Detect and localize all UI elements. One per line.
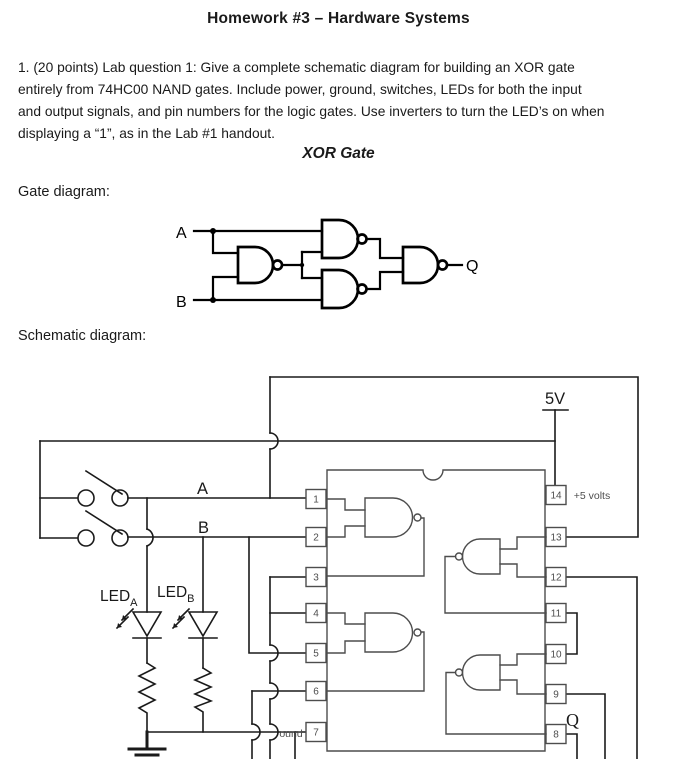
wire-input-a	[194, 231, 322, 253]
pin-number-12: 12	[550, 572, 562, 584]
switch-b[interactable]	[40, 511, 128, 546]
junction-dot	[210, 228, 216, 234]
xor-gate-heading: XOR Gate	[302, 145, 375, 162]
pin-number-5: 5	[313, 648, 319, 660]
label-plus5volts: +5 volts	[573, 490, 611, 502]
nand-gate-1	[238, 247, 282, 283]
wire-gate3-output	[367, 272, 404, 289]
wire-gate2-output	[367, 239, 404, 258]
label-output-q: Q	[466, 258, 479, 275]
paragraph-line: and output signals, and pin numbers for the logic gates. Use inverters to turn the LED’s on when	[18, 104, 605, 119]
chip-body	[327, 470, 545, 751]
junction-dot	[210, 297, 216, 303]
resistor-b	[195, 668, 211, 732]
resistor-a	[139, 663, 155, 732]
label-signal-a: A	[197, 480, 209, 498]
label-5v: 5V	[545, 390, 566, 408]
chip-nand-2	[327, 613, 424, 691]
wire-input-b	[194, 277, 322, 300]
junction-dot	[300, 263, 304, 267]
label-led-b: $LED_B$	[157, 584, 195, 605]
gate-diagram-label: Gate diagram:	[18, 184, 110, 200]
xor-schematic	[0, 360, 677, 759]
paragraph-line: displaying a “1”, as in the Lab #1 handout.	[18, 126, 275, 141]
pin-number-8: 8	[553, 729, 559, 741]
chip-nand-3	[446, 654, 546, 734]
wire-pin11-pin10	[566, 613, 577, 654]
pin-number-2: 2	[313, 532, 319, 544]
led-b-symbol	[173, 609, 217, 668]
label-led-a: $LED_A$	[100, 588, 138, 609]
pin-number-9: 9	[553, 689, 559, 701]
nand-gate-2	[322, 220, 367, 258]
pin-number-4: 4	[313, 608, 319, 620]
paragraph-line: entirely from 74HC00 NAND gates. Include power, ground, switches, LEDs for both the input	[18, 82, 582, 97]
paragraph-line: 1. (20 points) Lab question 1: Give a complete schematic diagram for building an XOR gate	[18, 60, 575, 75]
pin-number-10: 10	[550, 649, 562, 661]
wire-pin8-q	[566, 734, 577, 759]
xor-gate-diagram	[170, 205, 490, 325]
schematic-diagram-label: Schematic diagram:	[18, 328, 147, 344]
label-output-q: Q	[566, 710, 579, 730]
power-5v-symbol	[543, 410, 568, 486]
pin-number-14: 14	[550, 490, 562, 502]
chip-nand-4	[445, 537, 546, 613]
pin-number-3: 3	[313, 572, 319, 584]
switch-a[interactable]	[40, 471, 128, 506]
pin-number-13: 13	[550, 532, 562, 544]
wire-pin6-down	[252, 691, 306, 759]
label-ground-partial: ound	[279, 728, 303, 740]
led-a-symbol	[117, 609, 161, 663]
chip-nand-1	[327, 498, 424, 576]
nand-gate-4	[403, 247, 447, 283]
pin-number-7: 7	[313, 727, 319, 739]
wire-b-to-pin5	[249, 537, 306, 653]
label-signal-b: B	[198, 519, 210, 537]
label-input-b: B	[176, 294, 187, 311]
wire-a-to-pin13	[270, 377, 638, 537]
page-title: Homework #3 – Hardware Systems	[207, 10, 470, 27]
wire-pin12-down	[566, 577, 637, 759]
pin-number-11: 11	[550, 608, 562, 620]
pin-number-6: 6	[313, 686, 319, 698]
ground-symbol	[129, 732, 165, 755]
label-input-a: A	[176, 225, 187, 242]
pin-number-1: 1	[313, 494, 319, 506]
chip-74hc00	[306, 470, 566, 751]
nand-gate-3	[322, 270, 367, 308]
wire-a-to-led	[147, 498, 153, 612]
